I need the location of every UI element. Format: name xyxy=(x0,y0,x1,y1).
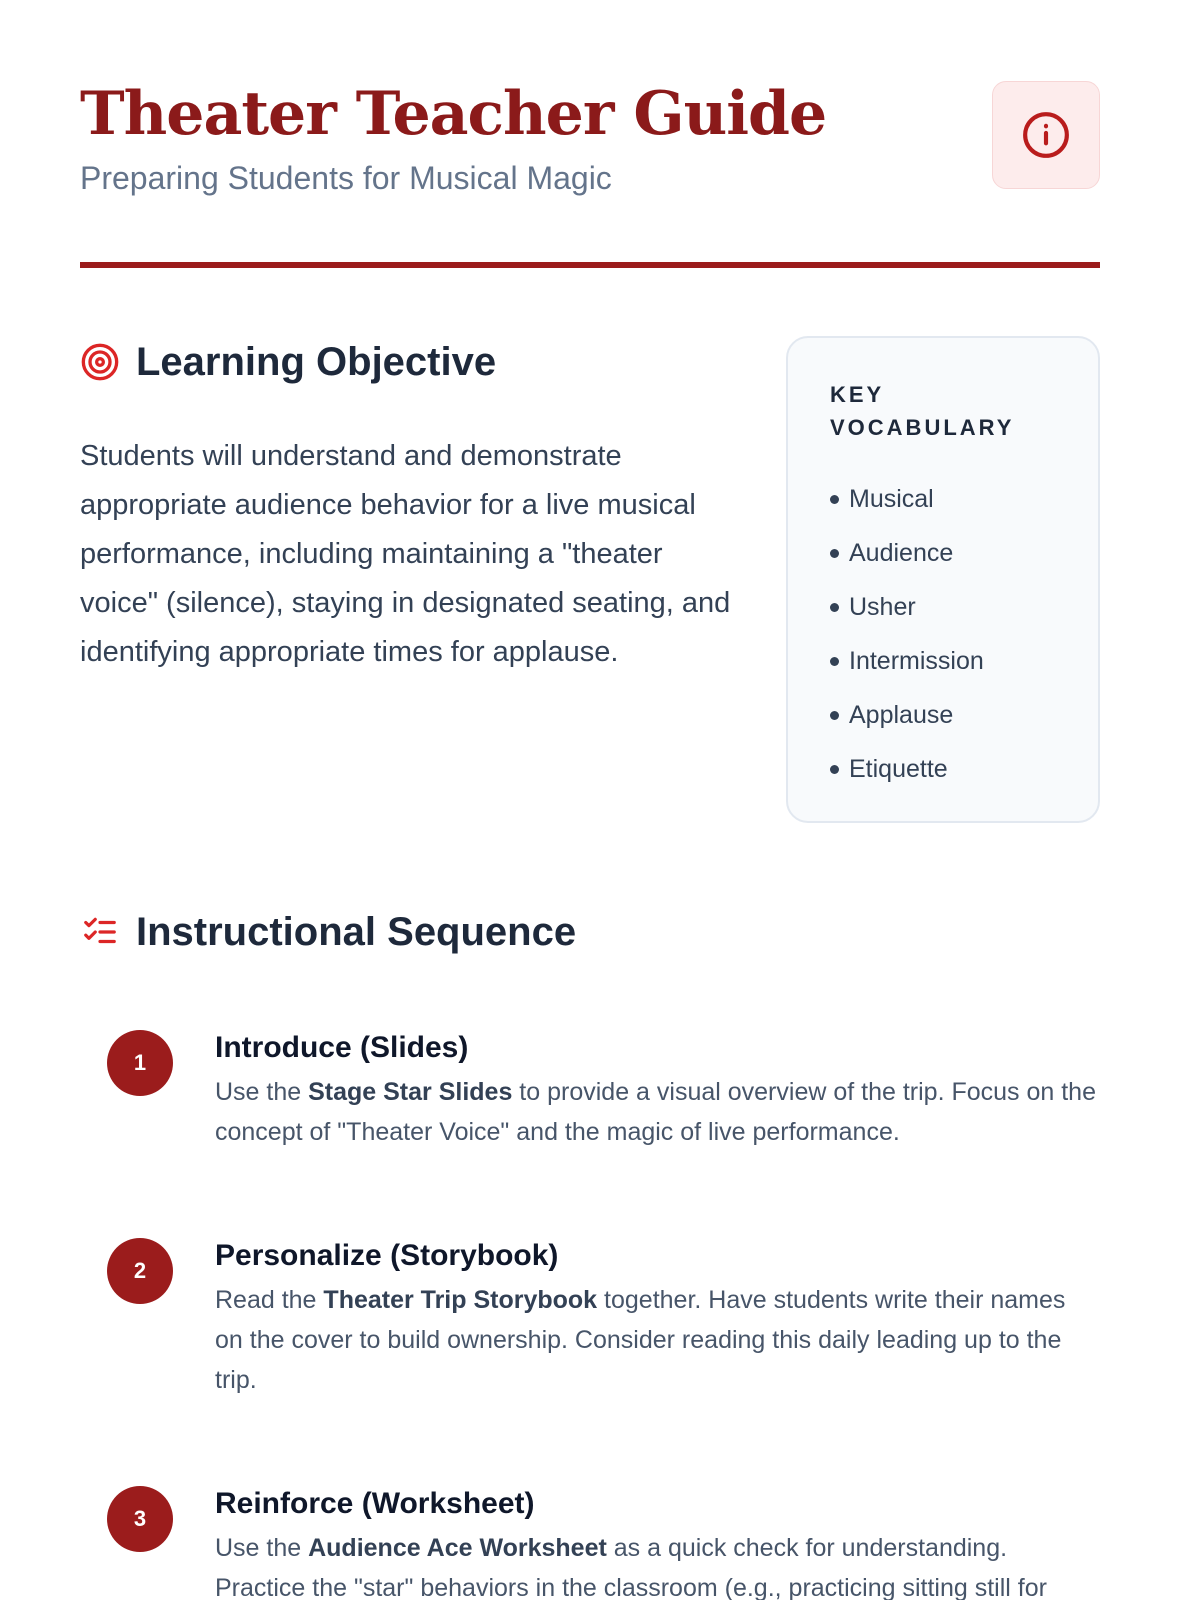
resource-name: Audience Ace Worksheet xyxy=(308,1534,607,1562)
instructional-sequence-heading xyxy=(80,906,1100,958)
bullet-icon xyxy=(830,765,839,774)
step-item xyxy=(80,1236,1100,1400)
vocabulary-item: Etiquette xyxy=(830,742,1058,796)
instructional-sequence-section xyxy=(80,906,1100,1600)
key-vocabulary-card xyxy=(786,336,1100,823)
step-title: Reinforce (Worksheet) xyxy=(215,1487,535,1520)
instructional-sequence-title: Instructional Sequence xyxy=(136,910,577,954)
step-description: Read the Theater Trip Storybook together. Have students write their names on the cover to build ownership. Consider reading this daily leading up to the trip. xyxy=(215,1286,1066,1394)
learning-objective-section xyxy=(80,336,740,677)
step-number-badge: 1 xyxy=(107,1030,173,1096)
bullet-icon xyxy=(830,549,839,558)
resource-name: Theater Trip Storybook xyxy=(323,1286,598,1314)
step-item xyxy=(80,1484,1100,1600)
vocabulary-item: Applause xyxy=(830,688,1058,742)
bullet-icon xyxy=(830,603,839,612)
key-vocabulary-title: KEY VOCABULARY xyxy=(830,382,1015,440)
step-number-badge: 2 xyxy=(107,1238,173,1304)
bullet-icon xyxy=(830,711,839,720)
info-circle-icon xyxy=(1021,110,1071,160)
page-title: Theater Teacher Guide xyxy=(80,79,827,149)
page-header xyxy=(80,78,1100,268)
learning-objective-title: Learning Objective xyxy=(136,340,497,384)
vocabulary-list xyxy=(830,472,1058,796)
learning-objective-text: Students will understand and demonstrate appropriate audience behavior for a live musical performance, including maintaining a "theater voice" (silence), staying in designated seating, and identifying appropriate times for applause. xyxy=(80,440,731,668)
step-item xyxy=(80,1028,1100,1152)
header-divider xyxy=(80,262,1100,268)
step-number-badge: 3 xyxy=(107,1486,173,1552)
page-subtitle: Preparing Students for Musical Magic xyxy=(80,160,612,196)
steps-list xyxy=(80,1028,1100,1600)
bullet-icon xyxy=(830,657,839,666)
step-title: Personalize (Storybook) xyxy=(215,1239,559,1272)
step-description: Use the Audience Ace Worksheet as a quick check for understanding. Practice the "star" behaviors in the classroom (e.g., practicing sitting still for xyxy=(215,1534,1047,1600)
learning-objective-heading xyxy=(80,336,740,388)
checklist-icon xyxy=(80,912,120,952)
step-description: Use the Stage Star Slides to provide a visual overview of the trip. Focus on the concept of "Theater Voice" and the magic of live performance. xyxy=(215,1078,1096,1146)
info-button[interactable] xyxy=(992,81,1100,189)
bullet-icon xyxy=(830,495,839,504)
vocabulary-item: Audience xyxy=(830,526,1058,580)
target-icon xyxy=(80,342,120,382)
step-title: Introduce (Slides) xyxy=(215,1031,469,1064)
vocabulary-item: Intermission xyxy=(830,634,1058,688)
vocabulary-item: Musical xyxy=(830,472,1058,526)
resource-name: Stage Star Slides xyxy=(308,1078,513,1106)
vocabulary-item: Usher xyxy=(830,580,1058,634)
